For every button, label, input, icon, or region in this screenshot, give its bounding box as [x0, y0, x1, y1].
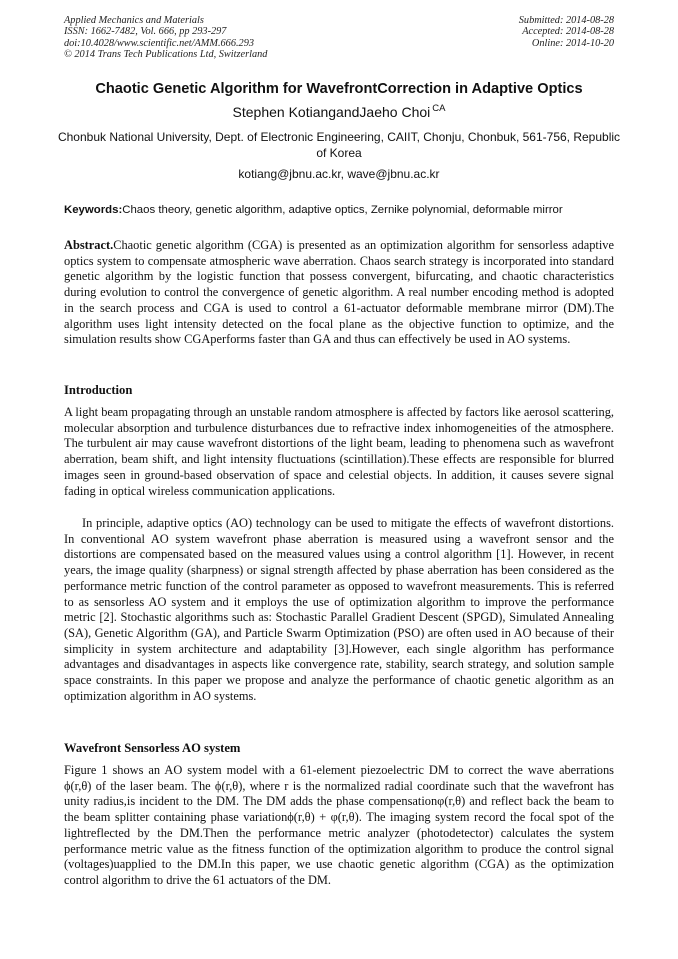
authors — [40, 103, 638, 121]
paragraph-text: In principle, adaptive optics (AO) technology can be used to mitigate the effects of wavefront distortions. In conventional AO system wavefront phase aberration is measured using a wavefront sensor and the distortions are compensated based on the measured values using a control algorithm [1]. However, in recent years, the image quality (sharpness) or signal strength affected by phase aberration has been considered as the performance metric function of the control parameter as opposed to wavefront measurements. This is referred to as sensorless AO system and it employs the use of optimization algorithm to improve the performance metric [2]. Stochastic algorithms such as: Stochastic Parallel Gradient Descent (SPGD), Simulated Annealing (SA), Genetic Algorithm (GA), and Particle Swarm Optimization (PSO) are often used in AO because of their simplicity in system architecture and adaptability [3].However, each single algorithm has performance advantages and disadvantages in aspects like convergence rate, stability, search strategy, and solution sample space constraints. In this paper we propose and analyze the performance of chaotic genetic algorithm as an optimization algorithm in AO systems. — [64, 516, 614, 703]
introduction-heading: Introduction — [64, 383, 133, 397]
abstract — [64, 238, 614, 348]
online-date: Online: 2014-10-20 — [531, 37, 614, 49]
introduction-paragraph-1 — [64, 405, 614, 499]
affiliation: Chonbuk National University, Dept. of Electronic Engineering, CAIIT, Chonju, Chonbuk, 561-756, Republic of Korea — [57, 130, 621, 160]
journal-name: Applied Mechanics and Materials — [64, 15, 204, 26]
doi: doi:10.4028/www.scientific.net/AMM.666.293 — [64, 37, 254, 49]
copyright: © 2014 Trans Tech Publications Ltd, Switzerland — [64, 49, 268, 61]
accepted-date: Accepted: 2014-08-28 — [522, 26, 614, 38]
author-names: Stephen KotiangandJaeho Choi — [232, 104, 431, 120]
keywords-label: Keywords: — [64, 204, 123, 216]
publication-dates — [519, 15, 614, 49]
paragraph-text: A light beam propagating through an unstable random atmosphere is affected by factors like aerosol scattering, molecular absorption and turbulence disturbances due to refractive index inhomogeneities of the atmosphere. The turbulent air may cause wavefront distortions of the light beam, leading to phenomena such as wavefront aberration, beam shift, and light intensity fluctuations (scintillation).These effects are responsible for blurred images seen in ground-based observation of space and celestial objects. In addition, it causes severe signal fading in optical wireless communication applications. — [64, 405, 614, 498]
keywords — [64, 203, 624, 217]
paper-title: Chaotic Genetic Algorithm for WavefrontCorrection in Adaptive Optics — [95, 81, 583, 97]
paragraph-text: Figure 1 shows an AO system model with a 61-element piezoelectric DM to correct the wave aberrations ϕ(r,θ) of the laser beam. The ϕ(r,θ), where r is the normalized radial coordinate such that the wavefront has unity radius,is incident to the DM. The DM adds the phase compensationφ(r,θ) and reflect back the beam to the beam splitter containing phase variationϕ(r,θ) + φ(r,θ). The imaging system record the focal spot of the lightreflected by the DM.Then the performance metric analyzer (photodetector) calculates the system performance metric value as the fitness function of the optimization algorithm to produce the control signal (voltages)uapplied to the DM.In this paper, we use chaotic genetic algorithm (CGA) as the optimization control algorithm to drive the 61 actuators of the DM. — [64, 763, 614, 887]
issn: ISSN: 1662-7482, Vol. 666, pp 293-297 — [64, 26, 227, 38]
wavefront-paragraph-1 — [64, 763, 614, 889]
introduction-paragraph-2 — [64, 516, 614, 704]
abstract-text: Chaotic genetic algorithm (CGA) is presented as an optimization algorithm for sensorless adaptive optics system to compensate atmospheric wave aberration. Chaos search strategy is incorporated into standard genetic algorithm by the logistic function that possess convergent, bifurcating, and chaotic characteristics during evolution to control the convergence of genetic algorithm. A real number encoding method is adopted in the search process and CGA is used to control a 61-actuator deformable membrane mirror (DM).The algorithm uses light intensity detected on the focal plane as the objective function to optimize, and the simulation results show CGAperforms faster than GA and thus can effectively be used in AO systems. — [64, 238, 614, 347]
wavefront-section-heading: Wavefront Sensorless AO system — [64, 741, 241, 755]
corresponding-author-mark: CA — [432, 103, 446, 114]
keywords-list: Chaos theory, genetic algorithm, adaptive optics, Zernike polynomial, deformable mirror — [122, 204, 563, 216]
journal-info — [64, 15, 267, 61]
abstract-label: Abstract. — [64, 238, 114, 252]
author-emails: kotiang@jbnu.ac.kr, wave@jbnu.ac.kr — [238, 167, 440, 181]
submitted-date: Submitted: 2014-08-28 — [518, 15, 614, 26]
